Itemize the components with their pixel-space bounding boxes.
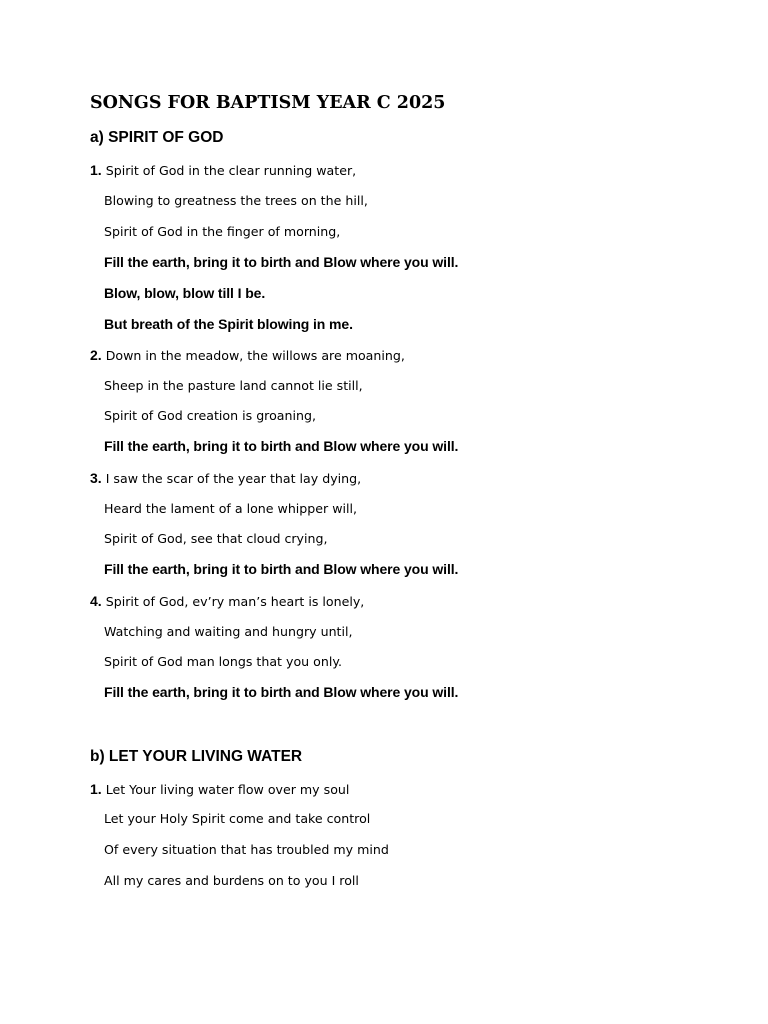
document-title: SONGS FOR BAPTISM YEAR C 2025 <box>90 93 446 113</box>
song-a-verse-4-line-2: Watching and waiting and hungry until, <box>104 624 353 639</box>
lyric-text: Spirit of God in the clear running water, <box>105 163 357 178</box>
verse-number: 3. <box>90 470 102 486</box>
lyric-text: Down in the meadow, the willows are moaning, <box>105 348 405 363</box>
song-a-verse-2-line-2: Sheep in the pasture land cannot lie still, <box>104 378 363 393</box>
song-b-verse-1-line-2: Let your Holy Spirit come and take control <box>104 811 371 826</box>
song-a-verse-2-line-1 <box>90 346 405 365</box>
song-a-verse-3-line-1 <box>90 469 361 488</box>
song-b-verse-1-line-1 <box>90 780 349 799</box>
song-b-verse-1-line-3: Of every situation that has troubled my mind <box>104 842 389 857</box>
song-a-verse-3-chorus: Fill the earth, bring it to birth and Blow where you will. <box>104 561 459 577</box>
song-b-verse-1-line-4: All my cares and burdens on to you I roll <box>104 873 359 888</box>
song-a-verse-4-line-1 <box>90 592 364 611</box>
song-a-chorus-line-3: But breath of the Spirit blowing in me. <box>104 316 353 332</box>
song-a-heading: a) SPIRIT OF GOD <box>90 129 224 146</box>
song-a-verse-1-line-3: Spirit of God in the finger of morning, <box>104 224 341 239</box>
song-b-heading: b) LET YOUR LIVING WATER <box>90 748 303 765</box>
verse-number: 2. <box>90 347 102 363</box>
lyric-text: Spirit of God, ev’ry man’s heart is lonely, <box>105 594 365 609</box>
lyric-text: Let Your living water flow over my soul <box>105 782 350 797</box>
song-a-chorus-line-1: Fill the earth, bring it to birth and Blow where you will. <box>104 254 459 270</box>
verse-number: 1. <box>90 781 102 797</box>
song-a-chorus-line-2: Blow, blow, blow till I be. <box>104 285 266 301</box>
song-a-verse-2-chorus: Fill the earth, bring it to birth and Blow where you will. <box>104 438 459 454</box>
verse-number: 1. <box>90 162 102 178</box>
song-a-verse-1-line-2: Blowing to greatness the trees on the hill, <box>104 193 368 208</box>
song-a-verse-3-line-3: Spirit of God, see that cloud crying, <box>104 531 328 546</box>
verse-number: 4. <box>90 593 102 609</box>
song-a-verse-1-line-1 <box>90 161 356 180</box>
song-a-verse-4-chorus: Fill the earth, bring it to birth and Blow where you will. <box>104 684 459 700</box>
lyric-text: I saw the scar of the year that lay dying, <box>105 471 362 486</box>
song-a-verse-4-line-3: Spirit of God man longs that you only. <box>104 654 342 669</box>
song-a-verse-2-line-3: Spirit of God creation is groaning, <box>104 408 316 423</box>
song-a-verse-3-line-2: Heard the lament of a lone whipper will, <box>104 501 358 516</box>
